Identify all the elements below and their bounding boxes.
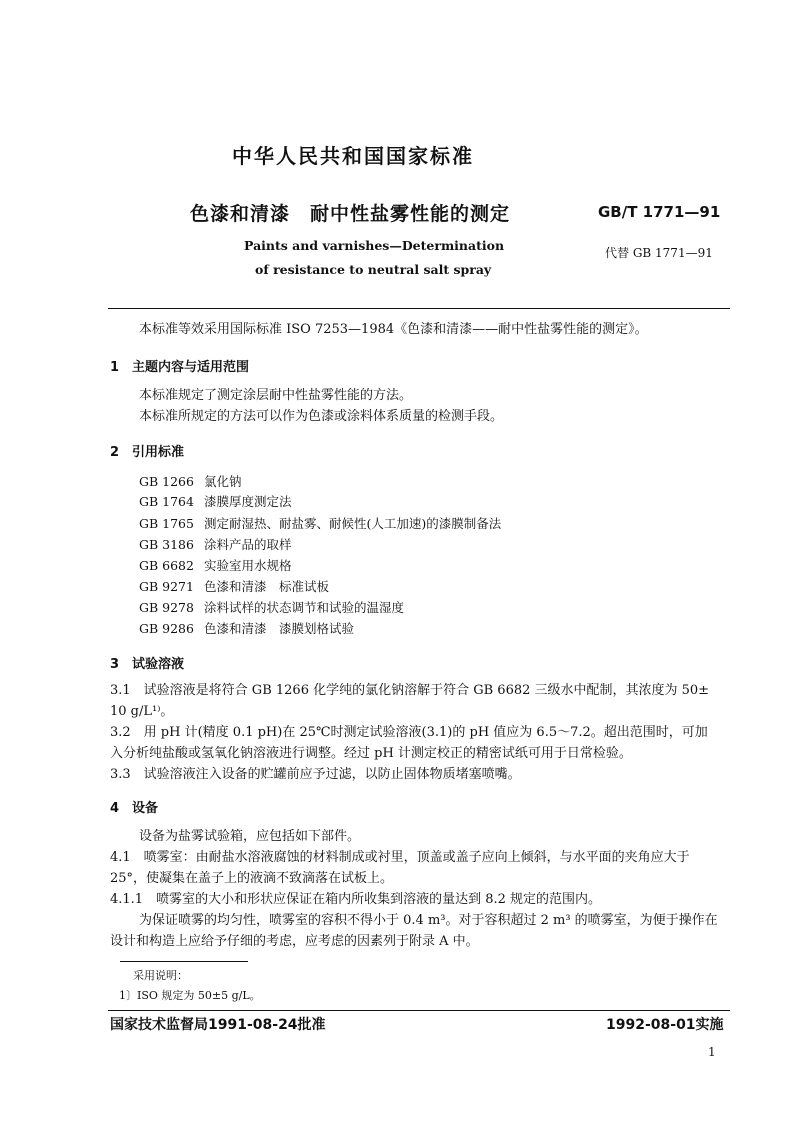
intro-text: 本标准等效采用国际标准 ISO 7253—1984《色漆和清漆——耐中性盐雾性能的测定》。: [139, 322, 648, 337]
english-title-line1: Paints and varnishes—Determination: [244, 238, 505, 253]
reference-item: [139, 619, 354, 637]
reference-item: [139, 598, 404, 616]
english-title-line2: of resistance to neutral salt spray: [255, 262, 492, 277]
document-title: 色漆和清漆 耐中性盐雾性能的测定: [190, 203, 511, 225]
reference-code: GB 9271: [139, 579, 194, 594]
header-divider: [108, 308, 730, 309]
reference-code: GB 3186: [139, 537, 194, 552]
reference-code: GB 1266: [139, 474, 194, 489]
footnote-text: 1〕ISO 规定为 50±5 g/L。: [119, 989, 261, 1002]
reference-item: [139, 556, 292, 574]
reference-title: 色漆和清漆 标准试板: [204, 579, 330, 594]
standard-type-title: 中华人民共和国国家标准: [232, 144, 474, 168]
reference-code: GB 6682: [139, 558, 194, 573]
page-number: 1: [708, 1045, 716, 1059]
reference-item: [139, 535, 292, 553]
standard-code: GB/T 1771—91: [598, 203, 721, 221]
section-1-paragraph: 本标准规定了测定涂层耐中性盐雾性能的方法。: [139, 388, 413, 403]
clause-3-3: 3.3 试验溶液注入设备的贮罐前应予过滤，以防止固体物质堵塞喷嘴。: [110, 767, 521, 782]
clause-3-1-line2: 10 g/L¹⁾。: [110, 704, 174, 719]
reference-title: 实验室用水规格: [204, 558, 292, 573]
clause-4-1-line1: 4.1 喷雾室：由耐盐水溶液腐蚀的材料制成或衬里，顶盖或盖子应向上倾斜，与水平面的夹角应大于: [110, 850, 690, 865]
approval-date: 国家技术监督局1991-08-24批准: [110, 1017, 326, 1033]
footer-divider: [108, 1010, 730, 1011]
effective-date: 1992-08-01实施: [606, 1017, 724, 1033]
section-4-paragraph-line2: 设计和构造上应给予仔细的考虑，应考虑的因素列于附录 A 中。: [110, 934, 479, 949]
reference-item: [139, 514, 501, 532]
reference-item: [139, 492, 292, 510]
footnote-divider: [120, 961, 248, 962]
section-1-heading: 1 主题内容与适用范围: [110, 360, 250, 375]
clause-4-1-line2: 25°，使凝集在盖子上的液滴不致滴落在试板上。: [110, 871, 394, 886]
section-4-heading: 4 设备: [110, 801, 159, 816]
reference-item: [139, 577, 329, 595]
reference-code: GB 1765: [139, 516, 194, 531]
reference-title: 涂料产品的取样: [204, 537, 292, 552]
footnote-label: 采用说明：: [133, 969, 188, 982]
reference-title: 涂料试样的状态调节和试验的温湿度: [204, 600, 405, 615]
reference-title: 氯化钠: [204, 474, 242, 489]
section-3-heading: 3 试验溶液: [110, 657, 185, 672]
reference-code: GB 9286: [139, 621, 194, 636]
section-1-paragraph: 本标准所规定的方法可以作为色漆或涂料体系质量的检测手段。: [139, 409, 504, 424]
clause-3-2-line2: 入分析纯盐酸或氢氧化钠溶液进行调整。经过 pH 计测定校正的精密试纸可用于日常检验。: [110, 746, 632, 761]
clause-3-1-line1: 3.1 试验溶液是将符合 GB 1266 化学纯的氯化钠溶解于符合 GB 6682 三级水中配制，其浓度为 50±: [110, 683, 710, 698]
reference-title: 色漆和清漆 漆膜划格试验: [204, 621, 355, 636]
clause-3-2-line1: 3.2 用 pH 计(精度 0.1 pH)在 25℃时测定试验溶液(3.1)的 pH 值应为 6.5～7.2。超出范围时，可加: [110, 725, 708, 740]
section-4-intro: 设备为盐雾试验箱，应包括如下部件。: [139, 829, 361, 844]
replaces-note: 代替 GB 1771—91: [605, 246, 713, 260]
section-4-paragraph-line1: 为保证喷雾的均匀性，喷雾室的容积不得小于 0.4 m³。对于容积超过 2 m³ 的喷雾室，为便于操作在: [139, 913, 718, 928]
section-2-heading: 2 引用标准: [110, 445, 185, 460]
reference-item: [139, 472, 242, 490]
clause-4-1-1: 4.1.1 喷雾室的大小和形状应保证在箱内所收集到溶液的量达到 8.2 规定的范围内。: [110, 892, 602, 907]
reference-title: 漆膜厚度测定法: [204, 494, 292, 509]
reference-title: 测定耐湿热、耐盐雾、耐候性(人工加速)的漆膜制备法: [204, 516, 502, 531]
reference-code: GB 1764: [139, 494, 194, 509]
reference-code: GB 9278: [139, 600, 194, 615]
